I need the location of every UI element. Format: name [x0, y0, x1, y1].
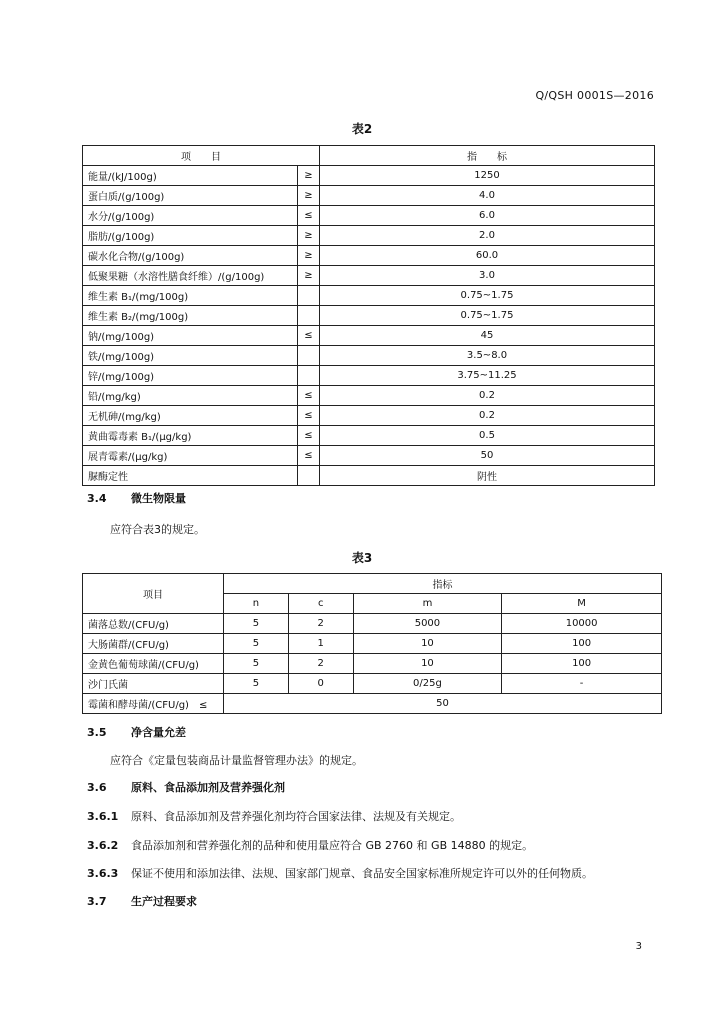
table2-row	[83, 326, 655, 346]
table3-value: 5	[224, 634, 289, 654]
table3-value: 0	[288, 674, 353, 694]
table2-row	[83, 226, 655, 246]
table2-item: 脂肪/(g/100g)	[83, 226, 298, 246]
table2-row	[83, 266, 655, 286]
table3-caption: 表3	[351, 551, 373, 565]
table2-row	[83, 246, 655, 266]
table2-value: 3.5~8.0	[320, 346, 655, 366]
table2-item: 展青霉素/(μg/kg)	[83, 446, 298, 466]
table2-symbol: ≤	[298, 406, 320, 426]
table3-subheader: m	[353, 594, 502, 614]
section-3-5-text: 应符合《定量包装商品计量监督管理办法》的规定。	[110, 754, 363, 767]
table2-row	[83, 346, 655, 366]
table2-item: 低聚果糖（水溶性膳食纤维）/(g/100g)	[83, 266, 298, 286]
table2-symbol: ≥	[298, 166, 320, 186]
table2-row	[83, 286, 655, 306]
table2-item: 铅/(mg/kg)	[83, 386, 298, 406]
table3-value: 10	[353, 634, 502, 654]
document-number: Q/QSH 0001S—2016	[535, 89, 654, 102]
table2-row	[83, 466, 655, 486]
table3-header-index: 指标	[224, 574, 662, 594]
table3-value: -	[502, 674, 662, 694]
table3-subheader: n	[224, 594, 289, 614]
table2-value: 0.5	[320, 426, 655, 446]
table2-caption: 表2	[351, 122, 373, 136]
table3-value: 1	[288, 634, 353, 654]
table3-row	[83, 634, 662, 654]
section-3-4-text: 应符合表3的规定。	[110, 523, 205, 536]
table2-value: 3.75~11.25	[320, 366, 655, 386]
table3-value: 10000	[502, 614, 662, 634]
table2-value: 阴性	[320, 466, 655, 486]
table2-value: 0.2	[320, 386, 655, 406]
table3-item: 沙门氏菌	[83, 674, 224, 694]
table2-symbol: ≤	[298, 446, 320, 466]
table2-value: 2.0	[320, 226, 655, 246]
table2-row	[83, 206, 655, 226]
table3-value: 5	[224, 614, 289, 634]
table2-symbol	[298, 466, 320, 486]
table3-header-row	[83, 574, 662, 594]
table2-item: 碳水化合物/(g/100g)	[83, 246, 298, 266]
table2-item: 锌/(mg/100g)	[83, 366, 298, 386]
table2-symbol: ≤	[298, 426, 320, 446]
table2-header-row	[83, 146, 655, 166]
table2-row	[83, 306, 655, 326]
table3-value: 2	[288, 654, 353, 674]
table2-value: 0.75~1.75	[320, 286, 655, 306]
table2-value: 6.0	[320, 206, 655, 226]
table2-symbol: ≥	[298, 226, 320, 246]
table2-item: 维生素 B₂/(mg/100g)	[83, 306, 298, 326]
table3-subheader: c	[288, 594, 353, 614]
table2-item: 铁/(mg/100g)	[83, 346, 298, 366]
table2-symbol: ≤	[298, 386, 320, 406]
section-3-6-heading: 3.6 原料、食品添加剂及营养强化剂	[87, 781, 285, 794]
page-number: 3	[635, 941, 642, 952]
section-3-4-heading: 3.4 微生物限量	[87, 492, 186, 505]
table3-row	[83, 614, 662, 634]
table2-value: 3.0	[320, 266, 655, 286]
table3-value: 5000	[353, 614, 502, 634]
table2-symbol	[298, 286, 320, 306]
table2-value: 50	[320, 446, 655, 466]
table3-subheader: M	[502, 594, 662, 614]
para-3-6-2: 3.6.2 食品添加剂和营养强化剂的品种和使用量应符合 GB 2760 和 GB 14880 的规定。	[87, 839, 534, 852]
para-3-6-1: 3.6.1 原料、食品添加剂及营养强化剂均符合国家法律、法规及有关规定。	[87, 810, 461, 823]
table3-last-value: 50	[224, 694, 662, 714]
table3-last-row	[83, 694, 662, 714]
table2-item: 水分/(g/100g)	[83, 206, 298, 226]
table3-value: 0/25g	[353, 674, 502, 694]
table2-symbol: ≥	[298, 186, 320, 206]
para-3-6-3: 3.6.3 保证不使用和添加法律、法规、国家部门规章、食品安全国家标准所规定许可以外的任何物质。	[87, 867, 593, 880]
table2-value: 1250	[320, 166, 655, 186]
table3-item: 金黄色葡萄球菌/(CFU/g)	[83, 654, 224, 674]
table2-item: 钠/(mg/100g)	[83, 326, 298, 346]
table2-row	[83, 406, 655, 426]
section-3-5-heading: 3.5 净含量允差	[87, 726, 186, 739]
table2-symbol	[298, 346, 320, 366]
table2-value: 60.0	[320, 246, 655, 266]
table3-header-item: 项目	[83, 574, 224, 614]
table2-symbol	[298, 306, 320, 326]
table2-header-item: 项 目	[83, 146, 320, 166]
table3-last-item: 霉菌和酵母菌/(CFU/g) ≤	[83, 694, 224, 714]
table2-symbol: ≤	[298, 206, 320, 226]
table2-row	[83, 426, 655, 446]
table3-row	[83, 674, 662, 694]
table2-value: 45	[320, 326, 655, 346]
table3-value: 2	[288, 614, 353, 634]
table2-item: 无机砷/(mg/kg)	[83, 406, 298, 426]
table2-symbol	[298, 366, 320, 386]
table2-header-index: 指 标	[320, 146, 655, 166]
table2-value: 0.75~1.75	[320, 306, 655, 326]
table2-value: 4.0	[320, 186, 655, 206]
table2	[82, 145, 655, 486]
table2-value: 0.2	[320, 406, 655, 426]
table2-row	[83, 386, 655, 406]
table2-row	[83, 446, 655, 466]
table2-item: 黄曲霉毒素 B₁/(μg/kg)	[83, 426, 298, 446]
table2-row	[83, 166, 655, 186]
table3-item: 菌落总数/(CFU/g)	[83, 614, 224, 634]
table3-value: 100	[502, 634, 662, 654]
table2-item: 维生素 B₁/(mg/100g)	[83, 286, 298, 306]
table2-row	[83, 186, 655, 206]
table3-row	[83, 654, 662, 674]
table3-value: 5	[224, 674, 289, 694]
section-3-7-heading: 3.7 生产过程要求	[87, 895, 197, 908]
table2-item: 能量/(kJ/100g)	[83, 166, 298, 186]
table3-item: 大肠菌群/(CFU/g)	[83, 634, 224, 654]
table3-value: 10	[353, 654, 502, 674]
table3-value: 5	[224, 654, 289, 674]
table2-item: 脲酶定性	[83, 466, 298, 486]
table2-symbol: ≤	[298, 326, 320, 346]
table3	[82, 573, 662, 714]
table2-symbol: ≥	[298, 246, 320, 266]
table2-item: 蛋白质/(g/100g)	[83, 186, 298, 206]
table3-value: 100	[502, 654, 662, 674]
table2-symbol: ≥	[298, 266, 320, 286]
table2-row	[83, 366, 655, 386]
